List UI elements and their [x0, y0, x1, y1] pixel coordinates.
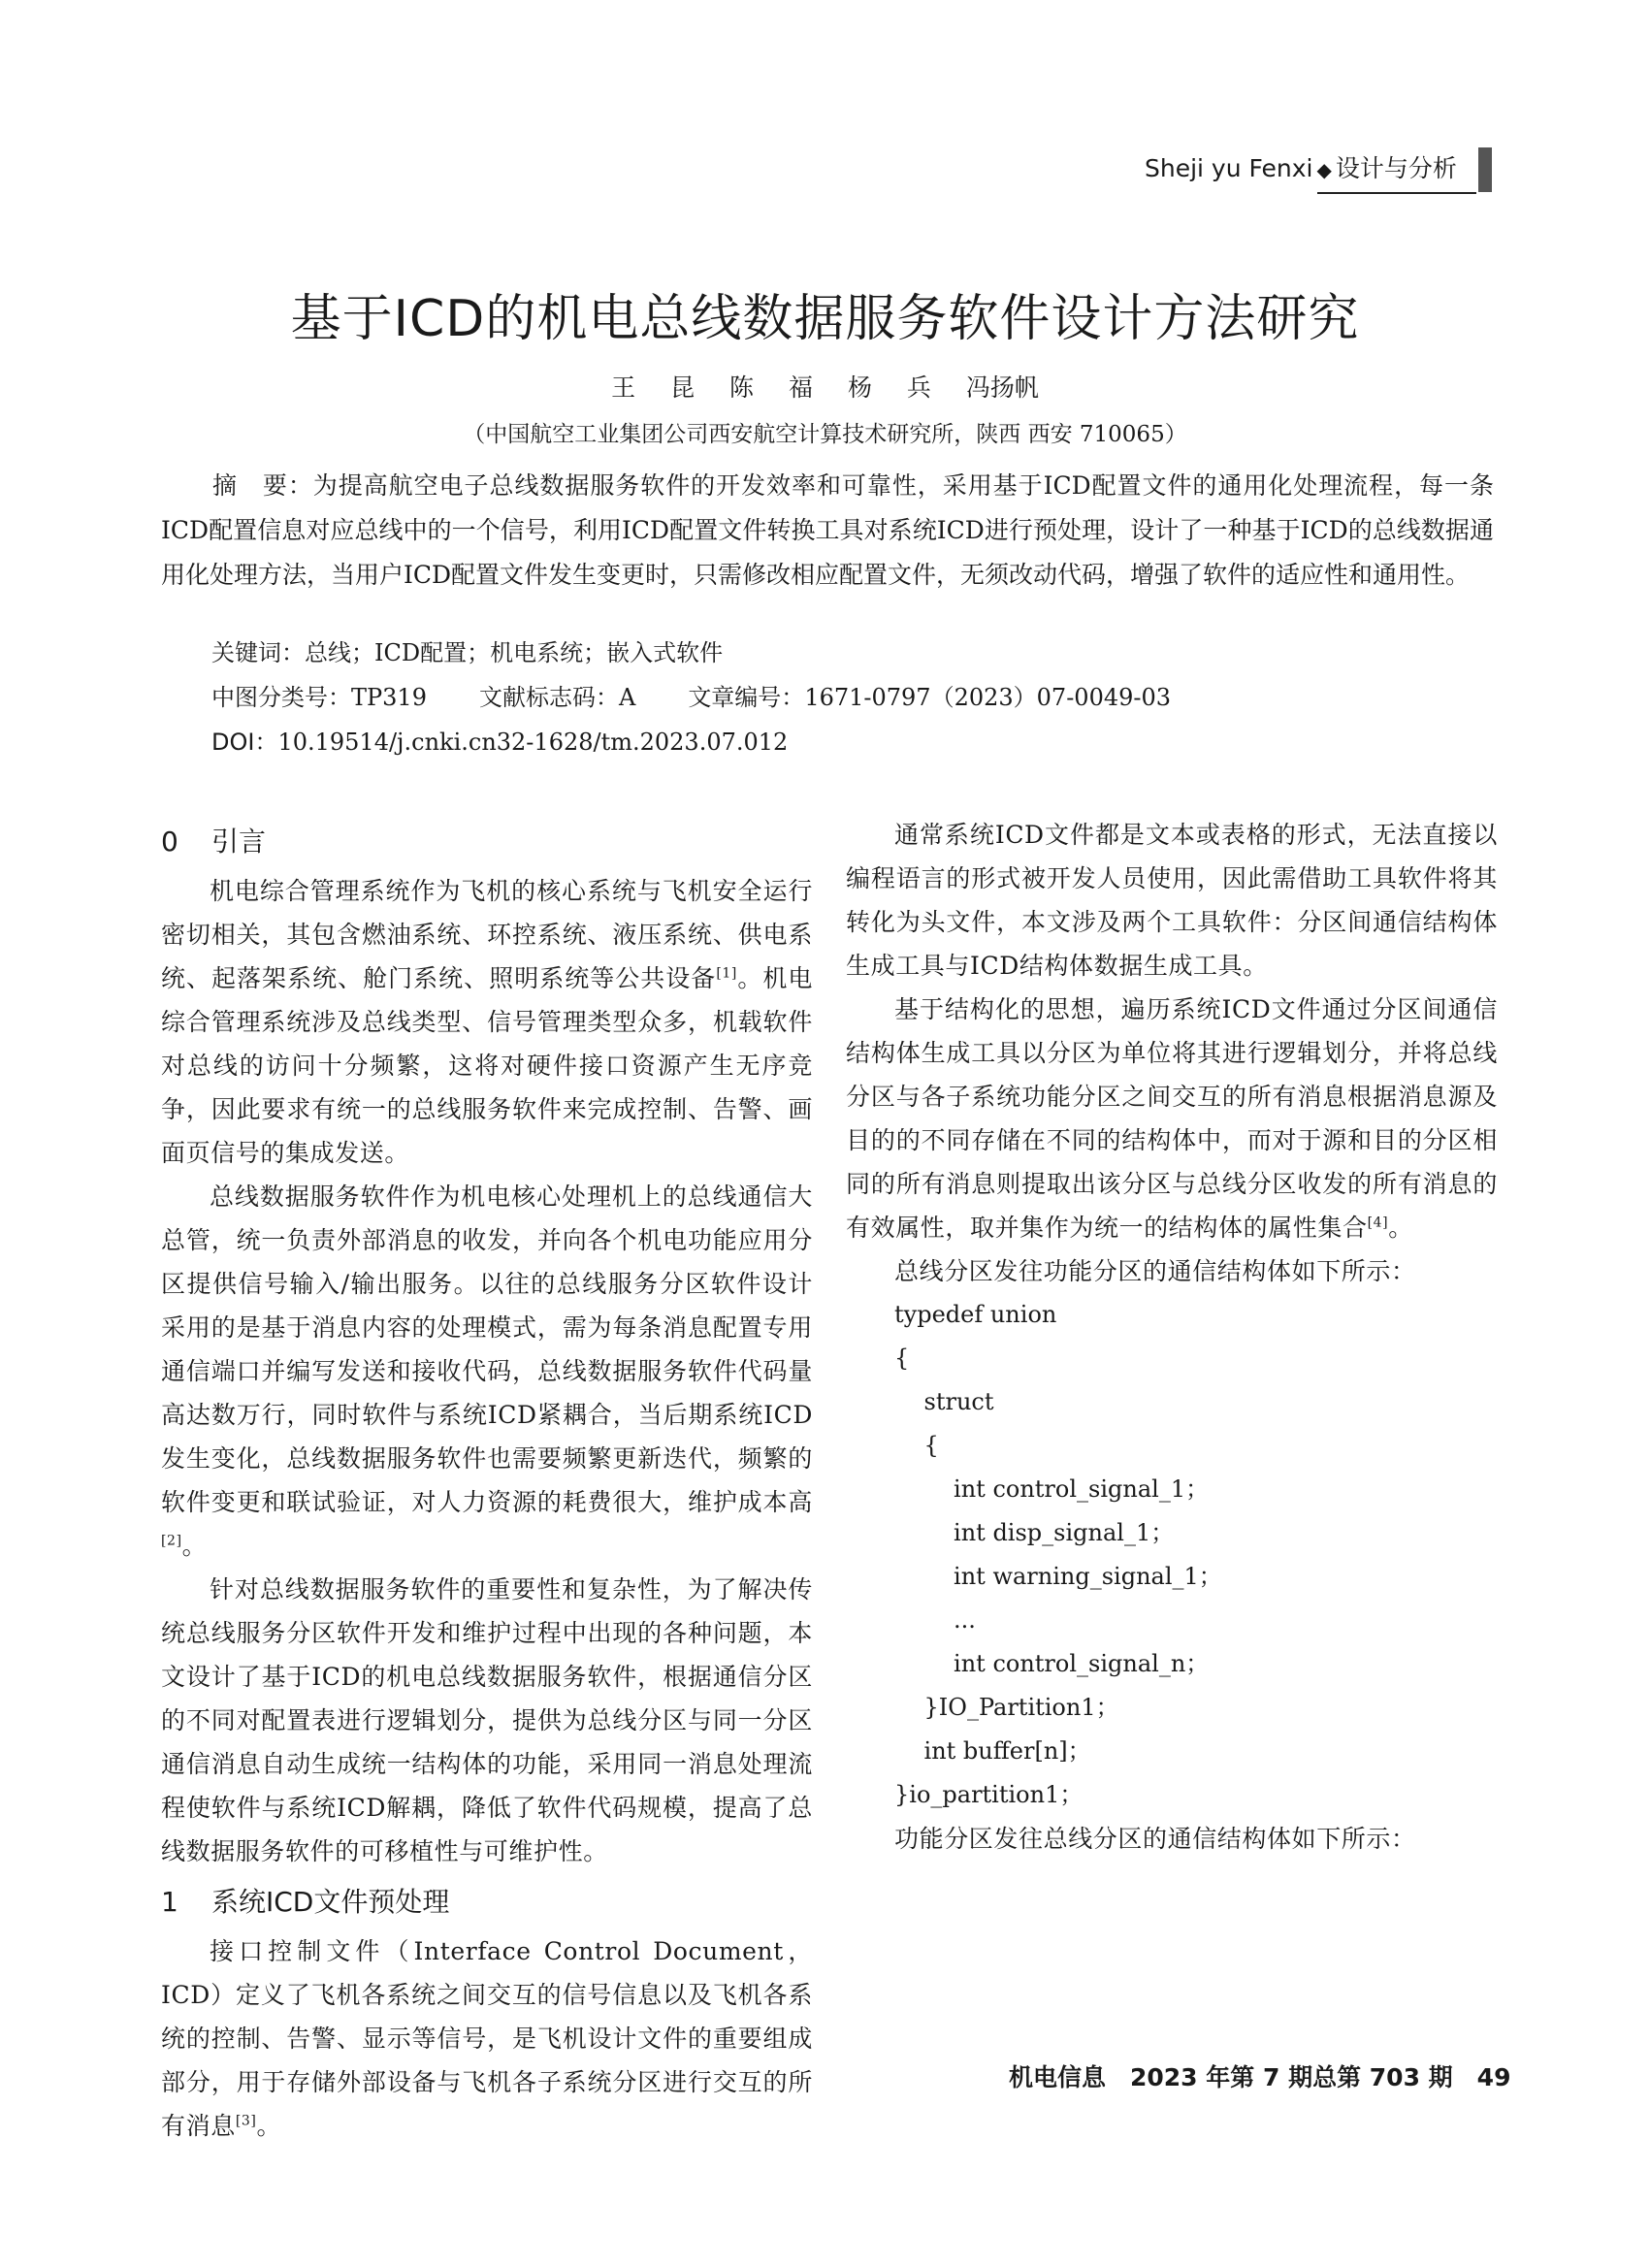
code-line: { [894, 1345, 910, 1372]
paragraph: 功能分区发往总线分区的通信结构体如下所示： [894, 1825, 1416, 1853]
doi-value: 10.19514/j.cnki.cn32-1628/tm.2023.07.012 [277, 729, 789, 756]
paragraph: 基于结构化的思想，遍历系统ICD文件通过分区间通信结构体生成工具以分区为单位将其进行逻辑划分，并将总线分区与各子系统功能分区之间交互的所有消息根据消息源及目的的不同存储在不同的结构体中，而对于源和目的分区相同的所有消息则提取出该分区与总线分区收发的所有消息的有效属性，取并集作为统一的结构体的属性集合[4]。 [846, 995, 1498, 1242]
section-0-heading [161, 819, 813, 865]
section-number: 0 [161, 826, 178, 858]
code-line: int buffer[n]； [894, 1737, 1091, 1765]
abstract-label: 摘 要： [211, 471, 313, 500]
page-footer: 机电信息 2023 年第 7 期总第 703 期 49 [1009, 2063, 1511, 2091]
code-line: }io_partition1； [894, 1781, 1084, 1808]
header-section: 设计与分析 [1335, 154, 1457, 182]
running-header [1145, 147, 1494, 190]
doi [211, 720, 788, 764]
section-number: 1 [161, 1886, 178, 1918]
citation: [1] [716, 965, 737, 982]
code-line: int disp_signal_1； [894, 1519, 1175, 1546]
citation: [2] [161, 1533, 182, 1549]
code-line: typedef union [894, 1301, 1057, 1328]
paper-title: 基于ICD的机电总线数据服务软件设计方法研究 [290, 290, 1360, 348]
clc-value: TP319 [351, 684, 427, 711]
code-line: int control_signal_n； [894, 1650, 1210, 1677]
citation: [3] [235, 2113, 257, 2129]
code-line: }IO_Partition1； [894, 1694, 1119, 1721]
keywords-text: 总线；ICD配置；机电系统；嵌入式软件 [305, 639, 724, 666]
abstract-text: 为提高航空电子总线数据服务软件的开发效率和可靠性，采用基于ICD配置文件的通用化处理流程，每一条ICD配置信息对应总线中的一个信号，利用ICD配置文件转换工具对系统ICD进行预处理，设计了一种基于ICD的总线数据通用化处理方法，当用户ICD配置文件发生变更时，只需修改相应配置文件，无须改动代码，增强了软件的适应性和通用性。 [161, 471, 1494, 589]
classification [211, 675, 1171, 720]
abstract [161, 464, 1494, 598]
code-line: int control_signal_1； [894, 1475, 1210, 1503]
doi-label: DOI： [211, 729, 278, 756]
article-no-value: 1671-0797（2023）07-0049-03 [804, 684, 1172, 711]
doc-code-label: 文献标志码： [478, 684, 619, 711]
citation: [4] [1367, 1215, 1389, 1231]
header-pinyin: Sheji yu Fenxi [1145, 154, 1313, 182]
keywords [211, 631, 723, 675]
code-line: ... [894, 1606, 976, 1634]
article-no-label: 文章编号： [688, 684, 805, 711]
paragraph: 机电综合管理系统作为飞机的核心系统与飞机安全运行密切相关，其包含燃油系统、环控系统、液压系统、供电系统、起落架系统、舱门系统、照明系统等公共设备[1]。机电综合管理系统涉及总线类型、信号管理类型众多，机载软件对总线的访问十分频繁，这将对硬件接口资源产生无序竞争，因此要求有统一的总线服务软件来完成控制、告警、画面页信号的集成发送。 [161, 877, 813, 1167]
paragraph: 总线数据服务软件作为机电核心处理机上的总线通信大总管，统一负责外部消息的收发，并向各个机电功能应用分区提供信号输入/输出服务。以往的总线服务分区软件设计采用的是基于消息内容的处理模式，需为每条消息配置专用通信端口并编写发送和接收代码，总线数据服务软件代码量高达数万行，同时软件与系统ICD紧耦合，当后期系统ICD发生变化，总线数据服务软件也需要频繁更新迭代，频繁的软件变更和联试验证，对人力资源的耗费很大，维护成本高[2]。 [161, 1183, 813, 1560]
code-line: struct [894, 1388, 994, 1415]
paragraph: 针对总线数据服务软件的重要性和复杂性，为了解决传统总线服务分区软件开发和维护过程中出现的各种问题，本文设计了基于ICD的机电总线数据服务软件，根据通信分区的不同对配置表进行逻辑划分，提供为总线分区与同一分区通信消息自动生成统一结构体的功能，采用同一消息处理流程使软件与系统ICD解耦，降低了软件代码规模，提高了总线数据服务软件的可移植性与可维护性。 [161, 1575, 813, 1865]
paragraph: 总线分区发往功能分区的通信结构体如下所示： [894, 1257, 1416, 1285]
affiliation: （中国航空工业集团公司西安航空计算技术研究所，陕西 西安 710065） [463, 422, 1187, 447]
clc-label: 中图分类号： [211, 684, 351, 711]
code-line: { [894, 1432, 939, 1459]
keywords-label: 关键词： [211, 639, 305, 666]
authors: 王 昆 陈 福 杨 兵 冯扬帆 [611, 373, 1039, 402]
header-bar [1478, 147, 1492, 192]
paragraph: 接口控制文件（Interface Control Document，ICD）定义了飞机各系统之间交互的信号信息以及飞机各系统的控制、告警、显示等信号，是飞机设计文件的重要组成部分，用于存储外部设备与飞机各子系统分区进行交互的所有消息[3]。 [161, 1937, 813, 2140]
section-1-heading [161, 1879, 813, 1926]
paragraph: 通常系统ICD文件都是文本或表格的形式，无法直接以编程语言的形式被开发人员使用，因此需借助工具软件将其转化为头文件，本文涉及两个工具软件：分区间通信结构体生成工具与ICD结构体数据生成工具。 [846, 821, 1498, 980]
code-block [846, 1293, 1498, 1817]
doc-code-value: A [618, 684, 636, 711]
section-title: 系统ICD文件预处理 [211, 1886, 450, 1918]
left-column [161, 813, 813, 2148]
code-line: int warning_signal_1； [894, 1563, 1222, 1590]
right-column [846, 815, 1498, 1861]
section-title: 引言 [211, 826, 267, 858]
header-underline [1317, 192, 1476, 194]
diamond-icon: ◆ [1316, 158, 1332, 181]
